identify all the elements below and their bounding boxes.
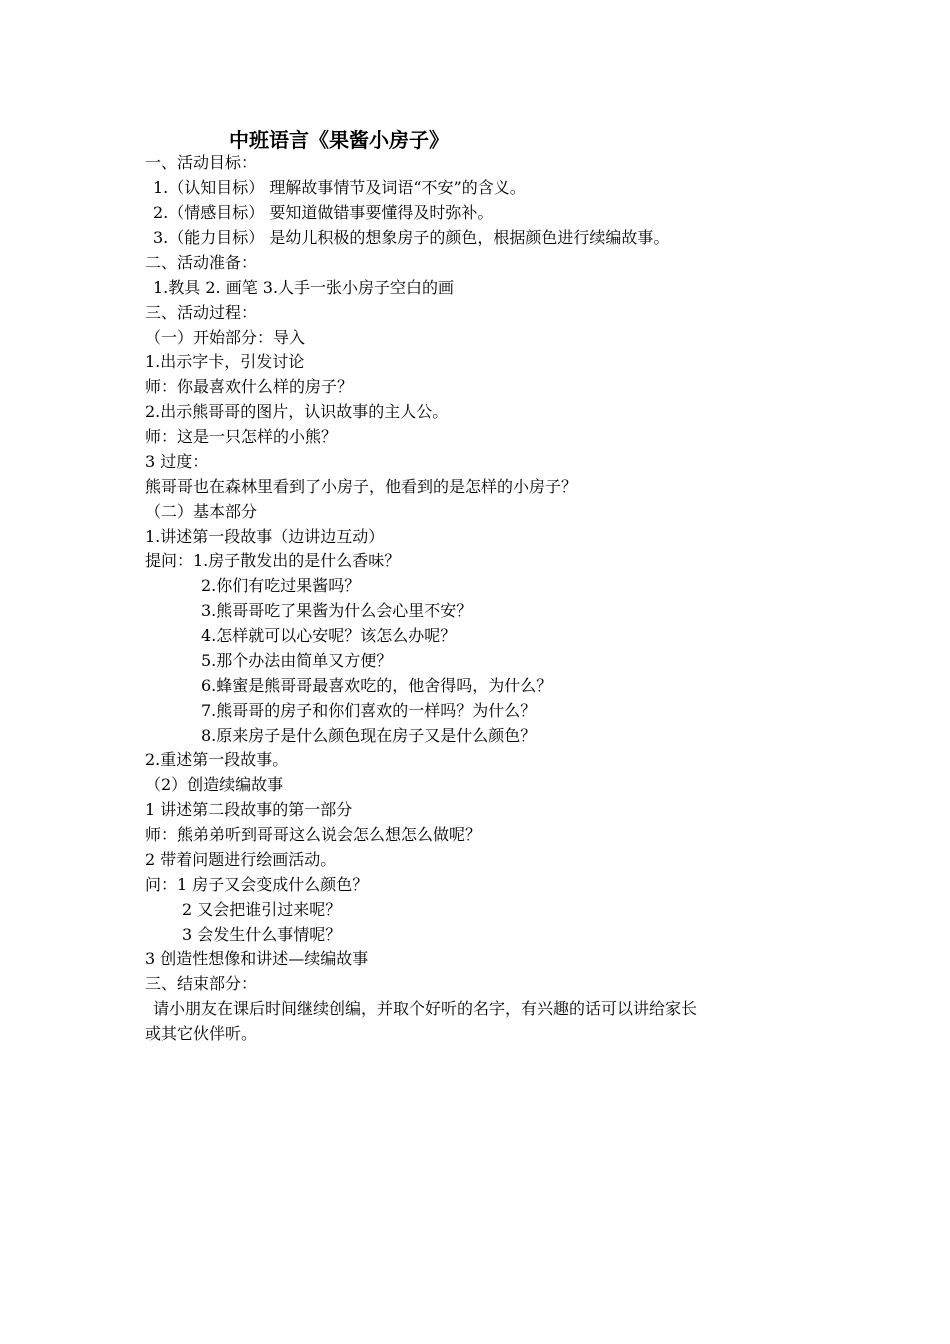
section-heading-preparation: 二、活动准备： [145, 253, 258, 272]
subsection-heading: （2）创造续编故事 [145, 775, 284, 794]
subsection-heading: （一）开始部分：导入 [145, 328, 306, 347]
section-heading-goals: 一、活动目标： [145, 153, 258, 172]
text-line: 师：熊弟弟听到哥哥这么说会怎么想怎么做呢？ [145, 825, 482, 844]
goal-item: 1.（认知目标） 理解故事情节及词语“不安”的含义。 [153, 178, 526, 197]
text-line: 1 讲述第二段故事的第一部分 [145, 800, 353, 819]
question-line: 2 又会把谁引过来呢？ [182, 900, 342, 919]
question-line: 4.怎样就可以心安呢？该怎么办呢？ [201, 626, 457, 645]
text-line: 1.出示字卡，引发讨论 [145, 352, 305, 371]
question-line: 6.蜂蜜是熊哥哥最喜欢吃的，他舍得吗，为什么？ [201, 676, 553, 695]
goal-item: 2.（情感目标） 要知道做错事要懂得及时弥补。 [153, 203, 494, 222]
text-line: 熊哥哥也在森林里看到了小房子，他看到的是怎样的小房子？ [145, 477, 578, 496]
paragraph-line: 或其它伙伴听。 [145, 1024, 258, 1043]
text-line: 师：这是一只怎样的小熊？ [145, 427, 338, 446]
preparation-item: 1.教具 2. 画笔 3.人手一张小房子空白的画 [153, 278, 455, 297]
goal-item: 3.（能力目标） 是幼儿积极的想象房子的颜色，根据颜色进行续编故事。 [153, 228, 670, 247]
question-line: 问：1 房子又会变成什么颜色？ [145, 875, 369, 894]
question-line: 3 会发生什么事情呢？ [182, 925, 342, 944]
text-line: 师：你最喜欢什么样的房子？ [145, 377, 354, 396]
section-heading-ending: 三、结束部分： [145, 974, 258, 993]
question-line: 8.原来房子是什么颜色现在房子又是什么颜色？ [201, 726, 537, 745]
document-title: 中班语言《果酱小房子》 [229, 128, 449, 152]
question-line: 提问：1.房子散发出的是什么香味？ [145, 551, 401, 570]
text-line: 2.出示熊哥哥的图片，认识故事的主人公。 [145, 402, 449, 421]
text-line: 2 带着问题进行绘画活动。 [145, 850, 337, 869]
paragraph-line: 请小朋友在课后时间继续创编，并取个好听的名字，有兴趣的话可以讲给家长 [153, 999, 698, 1018]
subsection-heading: （二）基本部分 [145, 502, 258, 521]
section-heading-process: 三、活动过程： [145, 303, 258, 322]
question-line: 7.熊哥哥的房子和你们喜欢的一样吗？为什么？ [201, 701, 537, 720]
question-line: 2.你们有吃过果酱吗？ [201, 576, 361, 595]
text-line: 3 创造性想像和讲述—续编故事 [145, 949, 369, 968]
text-line: 2.重述第一段故事。 [145, 750, 289, 769]
text-line: 3 过度： [145, 452, 209, 471]
text-line: 1.讲述第一段故事（边讲边互动） [145, 527, 385, 546]
question-line: 3.熊哥哥吃了果酱为什么会心里不安？ [201, 601, 473, 620]
question-line: 5.那个办法由简单又方便？ [201, 651, 393, 670]
